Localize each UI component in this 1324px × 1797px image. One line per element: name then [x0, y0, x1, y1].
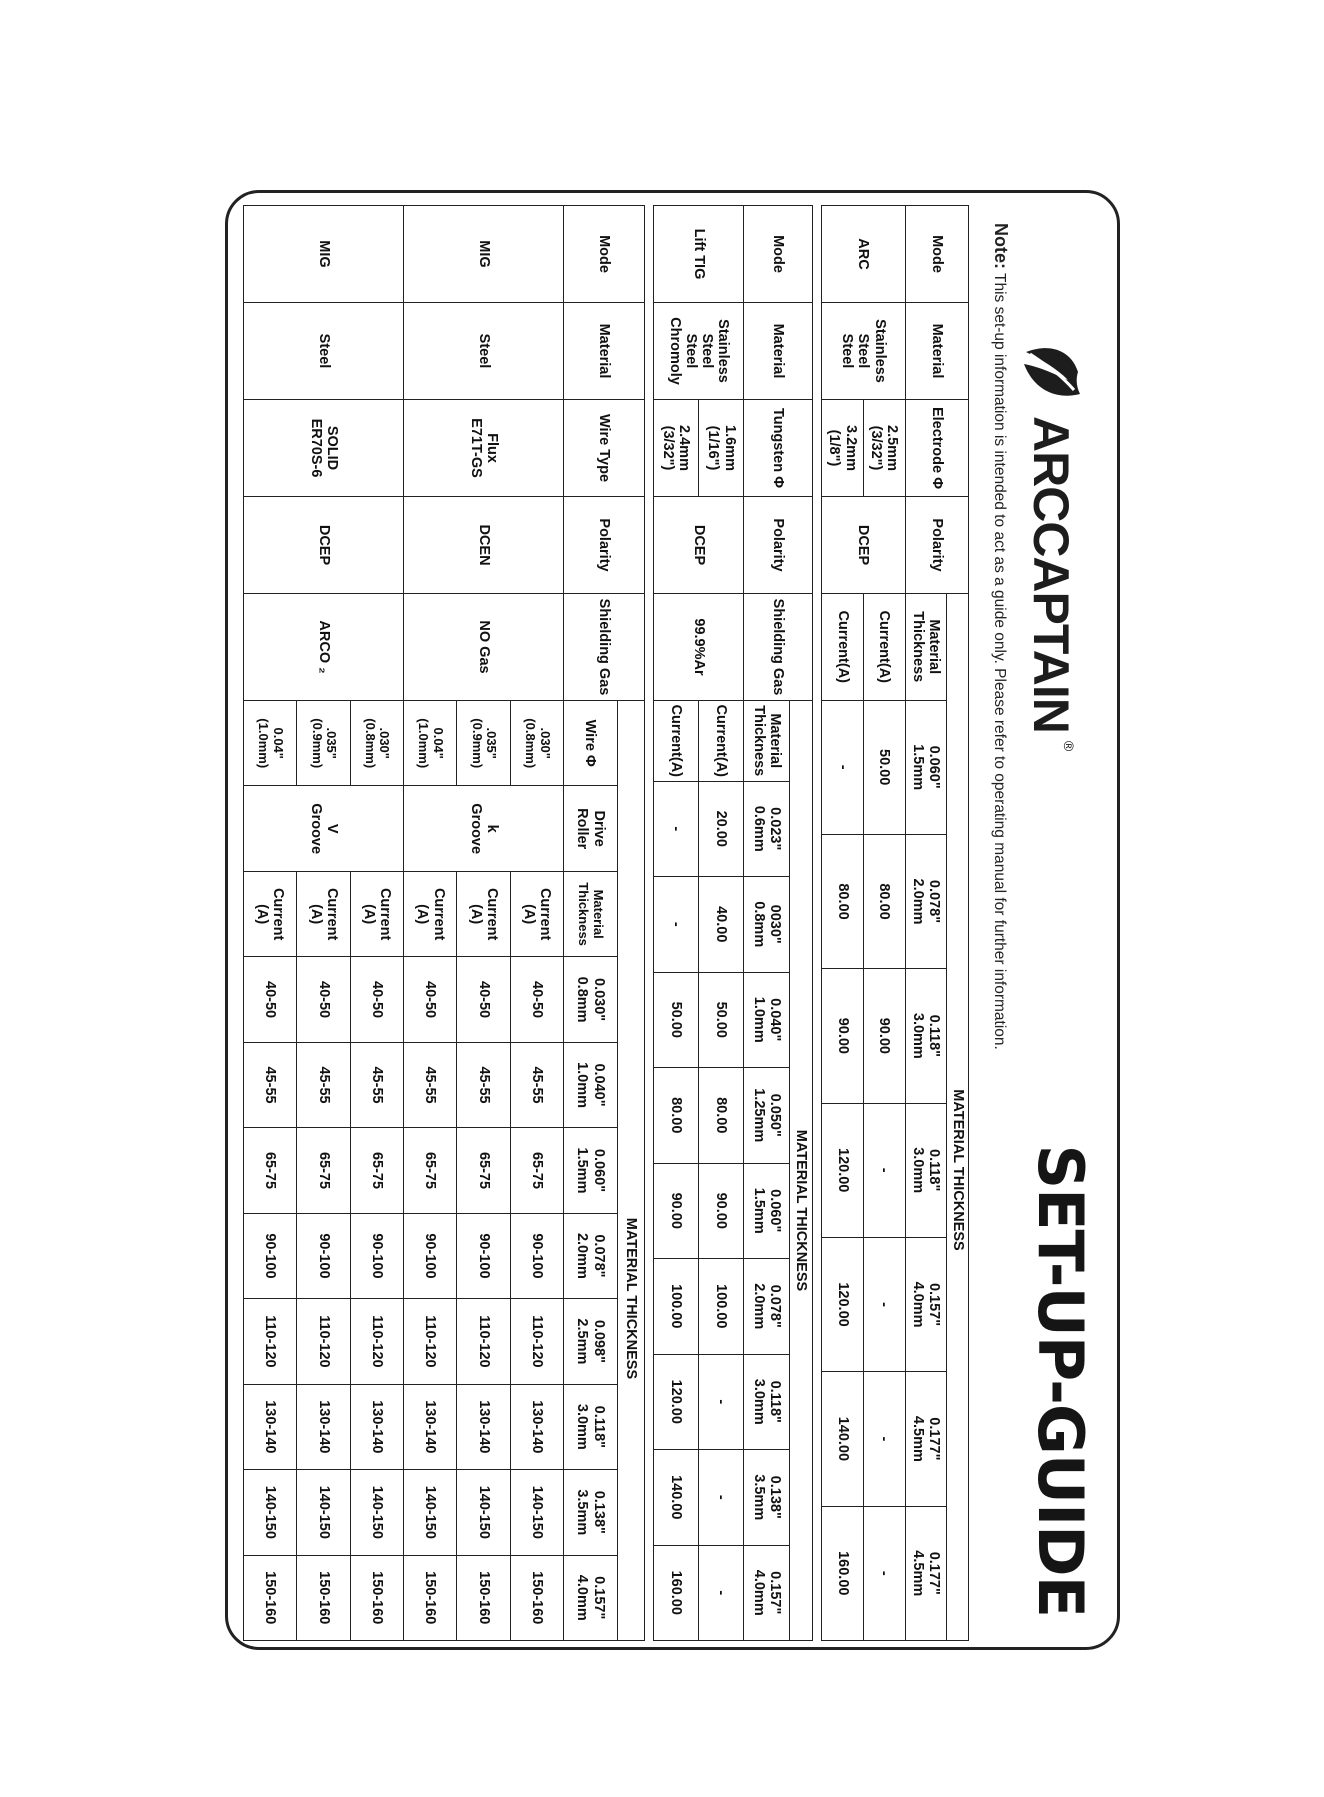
mig-current-value: 110-120 — [457, 1299, 510, 1384]
mig-current-value: 130-140 — [404, 1384, 457, 1469]
tig-material-header: Material — [744, 303, 813, 400]
mig-current-value: 140-150 — [297, 1470, 350, 1555]
mig-current-value: 130-140 — [457, 1384, 510, 1469]
mig-wire: 0.04" (1.0mm) — [244, 701, 297, 786]
tig-current-row — [699, 206, 744, 1641]
mig-wire: .035" (0.9mm) — [457, 701, 510, 786]
arc-current-row — [863, 206, 905, 1641]
mig-current-value: 45-55 — [297, 1042, 350, 1127]
mig-current-value: 90-100 — [244, 1213, 297, 1298]
arc-band-row — [947, 206, 969, 1641]
mig-wire-header: Wire Φ — [564, 701, 617, 786]
tig-thickness-1: 0030" 0.8mm — [744, 877, 789, 973]
arc-band-spacer — [947, 594, 969, 701]
mig-current-value: 140-150 — [404, 1470, 457, 1555]
mig-current-value: 110-120 — [404, 1299, 457, 1384]
arc-current-value: - — [822, 700, 864, 834]
mig-thickness-2: 0.060" 1.5mm — [564, 1128, 617, 1213]
tig-band-title: MATERIAL THICKNESS — [789, 781, 812, 1641]
mig-wire: .035" (0.9mm) — [297, 701, 350, 786]
arc-current-value: 50.00 — [863, 700, 905, 834]
mig-current-label: Current (A) — [404, 871, 457, 956]
mig-current-value: 90-100 — [350, 1213, 403, 1298]
mig-current-value: 45-55 — [510, 1042, 563, 1127]
mig-wire-type: Flux E71T-GS — [404, 400, 564, 497]
tig-thickness-6: 0.118" 3.0mm — [744, 1354, 789, 1450]
tig-thickness-5: 0.078" 2.0mm — [744, 1259, 789, 1355]
mig-material: Steel — [404, 303, 564, 400]
arc-table — [821, 205, 969, 1641]
arc-electrode-1: 3.2mm (1/8") — [822, 400, 864, 497]
tig-current-value: 20.00 — [699, 781, 744, 877]
mig-mode: MIG — [404, 206, 564, 303]
mig-current-value: 90-100 — [510, 1213, 563, 1298]
mig-current-value: 40-50 — [297, 957, 350, 1042]
mig-band-spacer — [617, 701, 644, 957]
mig-current-value: 140-150 — [244, 1470, 297, 1555]
mig-current-value: 110-120 — [244, 1299, 297, 1384]
mig-thickness-6: 0.138" 3.5mm — [564, 1470, 617, 1555]
mig-current-value: 130-140 — [244, 1384, 297, 1469]
mig-current-value: 150-160 — [297, 1555, 350, 1640]
mig-thickness-7: 0.157" 4.0mm — [564, 1555, 617, 1640]
mig-thickness-header: Material Thickness — [564, 871, 617, 956]
arc-current-value: - — [863, 1372, 905, 1506]
tig-tungsten-1: 2.4mm (3/32") — [654, 400, 699, 497]
tig-table — [653, 205, 813, 1641]
mig-thickness-5: 0.118" 3.0mm — [564, 1384, 617, 1469]
tig-polarity-header: Polarity — [744, 497, 813, 594]
mig-material-header: Material — [564, 303, 645, 400]
arc-band-title: MATERIAL THICKNESS — [947, 700, 969, 1641]
mig-polarity: DCEN — [404, 497, 564, 594]
mig-thickness-4: 0.098" 2.5mm — [564, 1299, 617, 1384]
mig-current-value: 150-160 — [510, 1555, 563, 1640]
arc-thickness-header: Material Thickness — [905, 594, 947, 701]
tig-polarity: DCEP — [654, 497, 744, 594]
mig-gas: ARCO ₂ — [244, 594, 404, 701]
arc-current-value: - — [863, 1103, 905, 1237]
tig-current-value: 90.00 — [699, 1163, 744, 1259]
arc-thickness-1: 0.078" 2.0mm — [905, 834, 947, 968]
arc-current-value: 140.00 — [822, 1372, 864, 1506]
mig-current-value: 150-160 — [457, 1555, 510, 1640]
mig-wire-type: SOLID ER70S-6 — [244, 400, 404, 497]
mig-current-row — [350, 206, 403, 1641]
mig-current-value: 150-160 — [244, 1555, 297, 1640]
tig-current-value: 80.00 — [699, 1068, 744, 1164]
mig-current-value: 140-150 — [510, 1470, 563, 1555]
tig-band-spacer — [789, 701, 812, 782]
mig-current-value: 90-100 — [297, 1213, 350, 1298]
mig-current-value: 65-75 — [244, 1128, 297, 1213]
mig-current-row — [510, 206, 563, 1641]
mig-current-label: Current (A) — [297, 871, 350, 956]
mig-thickness-1: 0.040" 1.0mm — [564, 1042, 617, 1127]
mig-current-value: 90-100 — [457, 1213, 510, 1298]
tig-thickness-header: Material Thickness — [744, 701, 789, 782]
mig-current-label: Current (A) — [457, 871, 510, 956]
tig-current-value: 140.00 — [654, 1450, 699, 1546]
note-label: Note: — [991, 223, 1011, 269]
arc-thickness-6: 0.177" 4.5mm — [905, 1506, 947, 1640]
mig-current-label: Current (A) — [350, 871, 403, 956]
tig-gas-header: Shielding Gas — [744, 594, 813, 701]
mig-drive-roller: k Groove — [404, 786, 564, 871]
tig-tungsten-0: 1.6mm (1/16") — [699, 400, 744, 497]
tig-thickness-0: 0.023" 0.6mm — [744, 781, 789, 877]
arc-material-header: Material — [905, 303, 968, 400]
mig-current-value: 65-75 — [404, 1128, 457, 1213]
arc-current-value: 90.00 — [822, 969, 864, 1103]
tig-current-label: Current(A) — [699, 701, 744, 782]
tig-thickness-3: 0.050" 1.25mm — [744, 1068, 789, 1164]
mig-current-value: 45-55 — [457, 1042, 510, 1127]
mig-current-value: 65-75 — [510, 1128, 563, 1213]
tig-material: Stainless Steel Steel Chromoly — [654, 303, 744, 400]
mig-current-value: 40-50 — [457, 957, 510, 1042]
mig-gas: NO Gas — [404, 594, 564, 701]
arc-thickness-0: 0.060" 1.5mm — [905, 700, 947, 834]
mig-wire: .030" (0.8mm) — [510, 701, 563, 786]
tig-current-value: - — [654, 781, 699, 877]
arc-current-label: Current(A) — [863, 594, 905, 701]
tig-current-value: 80.00 — [654, 1068, 699, 1164]
mig-current-label: Current (A) — [510, 871, 563, 956]
mig-current-value: 40-50 — [404, 957, 457, 1042]
arc-current-value: 120.00 — [822, 1237, 864, 1371]
tig-current-row — [654, 206, 699, 1641]
leaf-logo-icon — [1020, 338, 1082, 408]
mig-current-value: 45-55 — [404, 1042, 457, 1127]
mig-mode: MIG — [244, 206, 404, 303]
tig-gas: 99.9%Ar — [654, 594, 744, 701]
arc-polarity-header: Polarity — [905, 497, 968, 594]
mig-current-value: 65-75 — [457, 1128, 510, 1213]
mig-material: Steel — [244, 303, 404, 400]
mig-wire: .030" (0.8mm) — [350, 701, 403, 786]
mig-current-value: 130-140 — [297, 1384, 350, 1469]
mig-current-value: 140-150 — [457, 1470, 510, 1555]
mig-current-value: 130-140 — [350, 1384, 403, 1469]
tig-mode-header: Mode — [744, 206, 813, 303]
header — [977, 223, 1097, 1617]
arc-polarity: DCEP — [822, 497, 906, 594]
mig-current-value: 150-160 — [350, 1555, 403, 1640]
mig-current-label: Current (A) — [244, 871, 297, 956]
tig-thickness-8: 0.157" 4.0mm — [744, 1545, 789, 1641]
tig-mode: Lift TIG — [654, 206, 744, 303]
tig-current-value: - — [699, 1450, 744, 1546]
mig-current-value: 40-50 — [510, 957, 563, 1042]
mig-wire: 0.04" (1.0mm) — [404, 701, 457, 786]
page-title: SET-UP-GUIDE — [1024, 1144, 1097, 1617]
mig-current-value: 110-120 — [297, 1299, 350, 1384]
arc-current-value: - — [863, 1237, 905, 1371]
tig-current-label: Current(A) — [654, 701, 699, 782]
mig-roller-header: Drive Roller — [564, 786, 617, 871]
arc-mode: ARC — [822, 206, 906, 303]
mig-current-value: 140-150 — [350, 1470, 403, 1555]
tig-current-value: 100.00 — [699, 1259, 744, 1355]
tig-current-value: 50.00 — [654, 972, 699, 1068]
setup-guide-card — [225, 190, 1120, 1650]
mig-current-value: 110-120 — [510, 1299, 563, 1384]
note — [990, 223, 1011, 1050]
arc-current-value: 80.00 — [822, 834, 864, 968]
brand-name: ARCCAPTAIN — [1023, 416, 1079, 733]
tig-thickness-2: 0.040" 1.0mm — [744, 972, 789, 1068]
mig-gas-header: Shielding Gas — [564, 594, 645, 701]
mig-drive-roller: V Groove — [244, 786, 404, 871]
mig-current-value: 110-120 — [350, 1299, 403, 1384]
arc-thickness-4: 0.157" 4.0mm — [905, 1237, 947, 1371]
mig-current-value: 40-50 — [244, 957, 297, 1042]
arc-current-value: 80.00 — [863, 834, 905, 968]
mig-thickness-0: 0.030" 0.8mm — [564, 957, 617, 1042]
tig-current-value: 100.00 — [654, 1259, 699, 1355]
mig-current-value: 90-100 — [404, 1213, 457, 1298]
tig-current-value: - — [699, 1354, 744, 1450]
arc-current-value: 160.00 — [822, 1506, 864, 1640]
tig-thickness-7: 0.138" 3.5mm — [744, 1450, 789, 1546]
tig-current-value: 90.00 — [654, 1163, 699, 1259]
mig-table — [243, 205, 645, 1641]
arc-material: Stainless Steel Steel — [822, 303, 906, 400]
registered-mark: ® — [1061, 740, 1077, 752]
tig-current-value: - — [654, 877, 699, 973]
mig-wire-type-header: Wire Type — [564, 400, 645, 497]
tig-tungsten-header: Tungsten Φ — [744, 400, 813, 497]
arc-current-value: 90.00 — [863, 969, 905, 1103]
arc-current-value: 120.00 — [822, 1103, 864, 1237]
tig-current-value: 160.00 — [654, 1545, 699, 1641]
arc-electrode-0: 2.5mm (3/32") — [863, 400, 905, 497]
mig-thickness-3: 0.078" 2.0mm — [564, 1213, 617, 1298]
tig-current-value: 40.00 — [699, 877, 744, 973]
mig-mode-header: Mode — [564, 206, 645, 303]
mig-current-value: 40-50 — [350, 957, 403, 1042]
arc-thickness-5: 0.177" 4.5mm — [905, 1372, 947, 1506]
mig-current-value: 130-140 — [510, 1384, 563, 1469]
mig-polarity-header: Polarity — [564, 497, 645, 594]
brand-logo — [1015, 338, 1087, 751]
tig-current-value: - — [699, 1545, 744, 1641]
arc-current-row — [822, 206, 864, 1641]
tig-thickness-4: 0.060" 1.5mm — [744, 1163, 789, 1259]
arc-mode-header: Mode — [905, 206, 968, 303]
arc-current-label: Current(A) — [822, 594, 864, 701]
mig-current-value: 150-160 — [404, 1555, 457, 1640]
mig-band-title: MATERIAL THICKNESS — [617, 957, 644, 1641]
arc-thickness-3: 0.118" 3.0mm — [905, 1103, 947, 1237]
arc-electrode-header: Electrode Φ — [905, 400, 968, 497]
arc-thickness-2: 0.118" 3.0mm — [905, 969, 947, 1103]
arc-current-value: - — [863, 1506, 905, 1640]
mig-current-value: 45-55 — [244, 1042, 297, 1127]
mig-current-value: 45-55 — [350, 1042, 403, 1127]
mig-current-value: 65-75 — [297, 1128, 350, 1213]
tig-current-value: 50.00 — [699, 972, 744, 1068]
note-text: This set-up information is intended to act as a guide only. Please refer to operating manual for further information. — [991, 273, 1008, 1050]
tig-current-value: 120.00 — [654, 1354, 699, 1450]
mig-polarity: DCEP — [244, 497, 404, 594]
mig-current-value: 65-75 — [350, 1128, 403, 1213]
